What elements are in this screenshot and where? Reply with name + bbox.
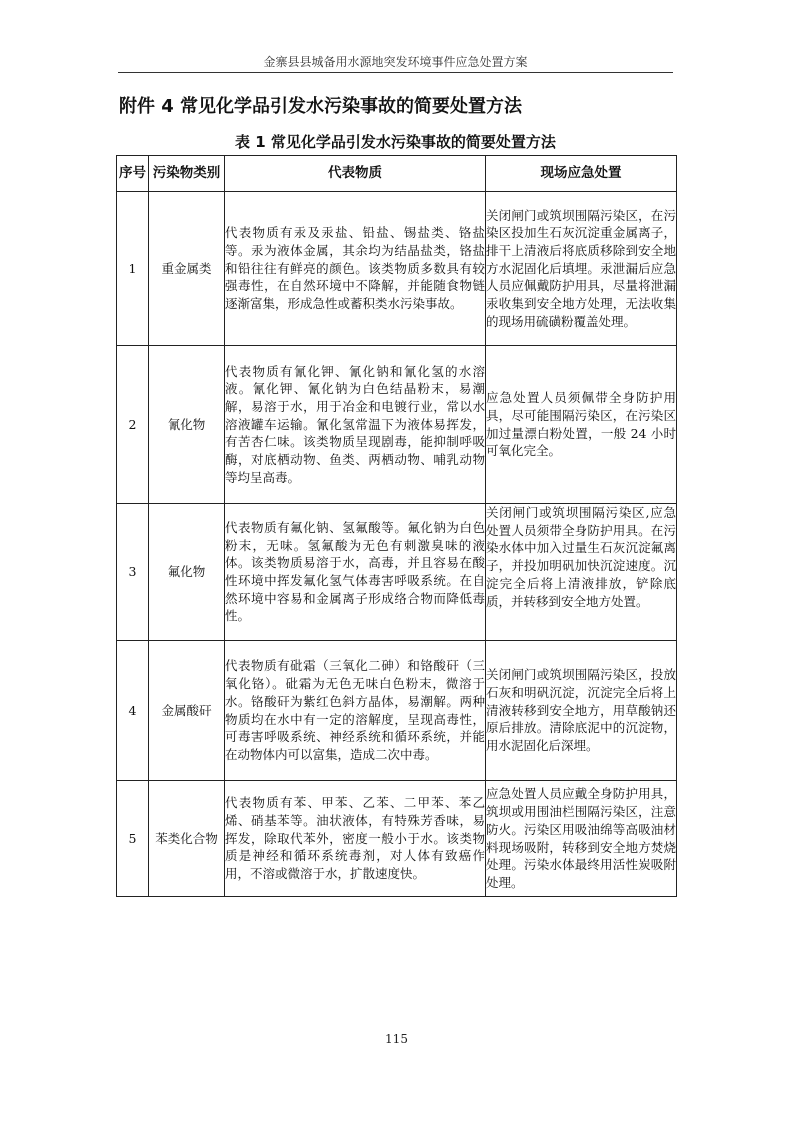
row-category: 金属酸矸: [149, 641, 225, 781]
row-response: 关闭闸门或筑坝围隔污染区，投放石灰和明矾沉淀，沉淀完全后将上清液转移到安全地方，用草酸钠还原后排放。清除底泥中的沉淀物，用水泥固化后深埋。: [486, 641, 677, 781]
table-row: [117, 504, 677, 641]
row-category: 氰化物: [149, 346, 225, 504]
row-representative: 代表物质有氰化钾、氰化钠和氰化氢的水溶液。氰化钾、氰化钠为白色结晶粉末，易潮解，易溶于水，用于冶金和电镀行业，常以水溶液罐车运输。氰化氢常温下为液体易挥发，有苦杏仁味。该类物质呈现剧毒，能抑制呼吸酶，对底栖动物、鱼类、两栖动物、哺乳动物等均呈高毒。: [225, 346, 486, 504]
header-response: 现场应急处置: [486, 156, 677, 192]
appendix-title: 附件 4 常见化学品引发水污染事故的简要处置方法: [119, 96, 523, 117]
row-category: 重金属类: [149, 192, 225, 346]
row-response: 关闭闸门或筑坝围隔污染区，在污染区投加生石灰沉淀重金属离子，排干上清液后将底质移除到安全地方水泥固化后填埋。汞泄漏后应急人员应佩戴防护用具，尽量将泄漏汞收集到安全地方处理，无法收集的现场用硫磺粉覆盖处理。: [486, 192, 677, 346]
row-representative: 代表物质有苯、甲苯、乙苯、二甲苯、苯乙烯、硝基苯等。油状液体，有特殊芳香味，易挥发，除取代苯外，密度一般小于水。该类物质是神经和循环系统毒剂，对人体有致癌作用，不溶或微溶于水，扩散速度快。: [225, 781, 486, 897]
row-response: 关闭闸门或筑坝围隔污染区,应急处置人员须带全身防护用具。在污染水体中加入过量生石灰沉淀氟离子，并投加明矾加快沉淀速度。沉淀完全后将上清液排放，铲除底质，并转移到安全地方处置。: [486, 504, 677, 641]
row-response: 应急处置人员须佩带全身防护用具，尽可能围隔污染区，在污染区加过量漂白粉处置，一般 24 小时可氧化完全。: [486, 346, 677, 504]
row-response: 应急处置人员应戴全身防护用具，筑坝或用围油栏围隔污染区，注意防火。污染区用吸油绵等高吸油材料现场吸附，转移到安全地方焚烧处理。污染水体最终用活性炭吸附处理。: [486, 781, 677, 897]
row-category: 氟化物: [149, 504, 225, 641]
row-category: 苯类化合物: [149, 781, 225, 897]
row-representative: 代表物质有砒霜（三氧化二砷）和铬酸矸（三氧化铬）。砒霜为无色无味白色粉末，微溶于水。铬酸矸为紫红色斜方晶体，易潮解。两种物质均在水中有一定的溶解度，呈现高毒性，可毒害呼吸系统、神经系统和循环系统，并能在动物体内可以富集，造成二次中毒。: [225, 641, 486, 781]
row-no: 2: [117, 346, 149, 504]
row-no: 5: [117, 781, 149, 897]
table-row: [117, 192, 677, 346]
table-header-row: [117, 156, 677, 192]
row-representative: 代表物质有氟化钠、氢氟酸等。氟化钠为白色粉末，无味。氢氟酸为无色有刺激臭味的液体。该类物质易溶于水，高毒，并且容易在酸性环境中挥发氟化氢气体毒害呼吸系统。在自然环境中容易和金属离子形成络合物而降低毒性。: [225, 504, 486, 641]
running-header: 金寨县县城备用水源地突发环境事件应急处置方案: [263, 55, 528, 69]
header-representative: 代表物质: [225, 156, 486, 192]
disposal-methods-table: [116, 155, 677, 897]
header-rule: [118, 72, 673, 73]
row-no: 1: [117, 192, 149, 346]
table-row: [117, 781, 677, 897]
header-no: 序号: [117, 156, 149, 192]
table-caption: 表 1 常见化学品引发水污染事故的简要处置方法: [235, 133, 556, 151]
page-number: 115: [385, 1032, 408, 1046]
header-category: 污染物类别: [149, 156, 225, 192]
table-row: [117, 641, 677, 781]
row-no: 4: [117, 641, 149, 781]
row-representative: 代表物质有汞及汞盐、铅盐、锡盐类、铬盐等。汞为液体金属，其余均为结晶盐类，铬盐和铅往往有鲜亮的颜色。该类物质多数具有较强毒性，在自然环境中不降解，并能随食物链逐渐富集，形成急性或蓄积类水污染事故。: [225, 192, 486, 346]
table-row: [117, 346, 677, 504]
row-no: 3: [117, 504, 149, 641]
